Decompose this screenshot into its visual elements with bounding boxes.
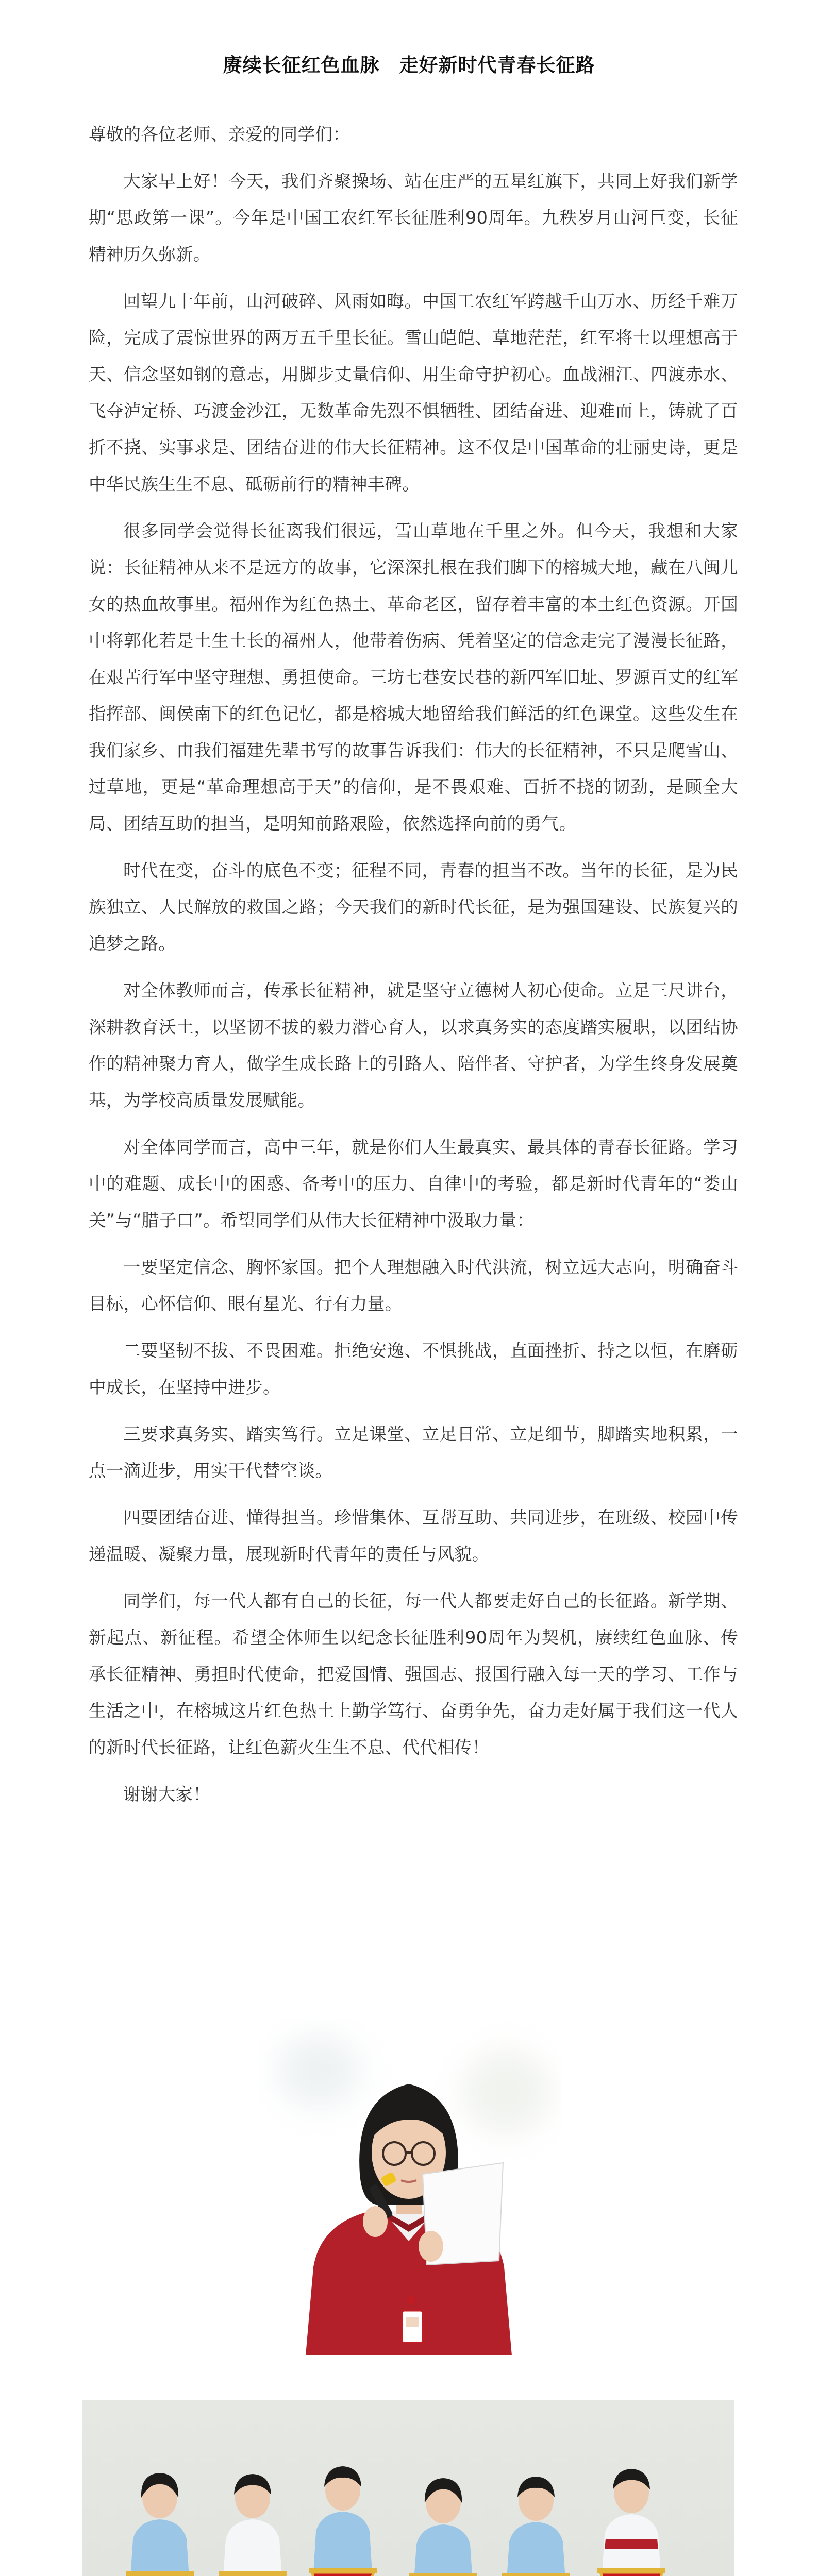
group-photo — [82, 2400, 734, 2576]
speaker-figure-icon — [257, 2020, 561, 2355]
article-body — [89, 116, 738, 1823]
students-with-pennants-icon — [82, 2400, 734, 2576]
paragraph: 对全体教师而言，传承长征精神，就是坚守立德树人初心使命。立足三尺讲台，深耕教育沃土，以坚韧不拔的毅力潜心育人，以求真务实的态度踏实履职，以团结协作的精神聚力育人，做学生成长路上的引路人、陪伴者、守护者，为学生终身发展奠基，为学校高质量发展赋能。 — [89, 980, 738, 1110]
paragraph: 四要团结奋进、懂得担当。珍惜集体、互帮互助、共同进步，在班级、校园中传递温暖、凝聚力量，展现新时代青年的责任与风貌。 — [89, 1507, 738, 1564]
article-title: 赓续长征红色血脉 走好新时代青春长征路 — [223, 54, 595, 76]
paragraph: 大家早上好！今天，我们齐聚操场、站在庄严的五星红旗下，共同上好我们新学期“思政第一课”。今年是中国工农红军长征胜利90周年。九秩岁月山河巨变，长征精神历久弥新。 — [89, 171, 738, 264]
paragraph: 对全体同学而言，高中三年，就是你们人生最真实、最具体的青春长征路。学习中的难题、成长中的困惑、备考中的压力、自律中的考验，都是新时代青年的“娄山关”与“腊子口”。希望同学们从伟大长征精神中汲取力量： — [89, 1137, 738, 1230]
paragraph: 时代在变，奋斗的底色不变；征程不同，青春的担当不改。当年的长征，是为民族独立、人民解放的救国之路；今天我们的新时代长征，是为强国建设、民族复兴的追梦之路。 — [89, 860, 738, 954]
paragraph: 二要坚韧不拔、不畏困难。拒绝安逸、不惧挑战，直面挫折、持之以恒，在磨砺中成长，在坚持中进步。 — [89, 1341, 738, 1397]
greeting: 尊敬的各位老师、亲爱的同学们： — [89, 124, 350, 144]
paragraph: 很多同学会觉得长征离我们很远，雪山草地在千里之外。但今天，我想和大家说：长征精神从来不是远方的故事，它深深扎根在我们脚下的榕城大地，藏在八闽儿女的热血故事里。福州作为红色热土、革命老区，留存着丰富的本土红色资源。开国中将郭化若是土生土长的福州人，他带着伤病、凭着坚定的信念走完了漫漫长征路，在艰苦行军中坚守理想、勇担使命。三坊七巷安民巷的新四军旧址、罗源百丈的红军指挥部、闽侯南下的红色记忆，都是榕城大地留给我们鲜活的红色课堂。这些发生在我们家乡、由我们福建先辈书写的故事告诉我们：伟大的长征精神，不只是爬雪山、过草地，更是“革命理想高于天”的信仰，是不畏艰难、百折不挠的韧劲，是顾全大局、团结互助的担当，是明知前路艰险，依然选择向前的勇气。 — [89, 521, 738, 834]
speaker-photo — [257, 2020, 561, 2355]
paragraph: 一要坚定信念、胸怀家国。把个人理想融入时代洪流，树立远大志向，明确奋斗目标，心怀信仰、眼有星光、行有力量。 — [89, 1257, 738, 1314]
paragraph: 回望九十年前，山河破碎、风雨如晦。中国工农红军跨越千山万水、历经千难万险，完成了震惊世界的两万五千里长征。雪山皑皑、草地茫茫，红军将士以理想高于天、信念坚如钢的意志，用脚步丈量信仰、用生命守护初心。血战湘江、四渡赤水、飞夺泸定桥、巧渡金沙江，无数革命先烈不惧牺牲、团结奋进、迎难而上，铸就了百折不挠、实事求是、团结奋进的伟大长征精神。这不仅是中国革命的壮丽史诗，更是中华民族生生不息、砥砺前行的精神丰碑。 — [89, 291, 738, 494]
paragraph: 三要求真务实、踏实笃行。立足课堂、立足日常、立足细节，脚踏实地积累，一点一滴进步，用实干代替空谈。 — [89, 1424, 738, 1481]
closing: 谢谢大家！ — [123, 1784, 210, 1804]
paragraph: 同学们，每一代人都有自己的长征，每一代人都要走好自己的长征路。新学期、新起点、新征程。希望全体师生以纪念长征胜利90周年为契机，赓续红色血脉、传承长征精神、勇担时代使命，把爱国情、强国志、报国行融入每一天的学习、工作与生活之中，在榕城这片红色热土上勤学笃行、奋勇争先，奋力走好属于我们这一代人的新时代长征路，让红色薪火生生不息、代代相传！ — [89, 1591, 738, 1757]
